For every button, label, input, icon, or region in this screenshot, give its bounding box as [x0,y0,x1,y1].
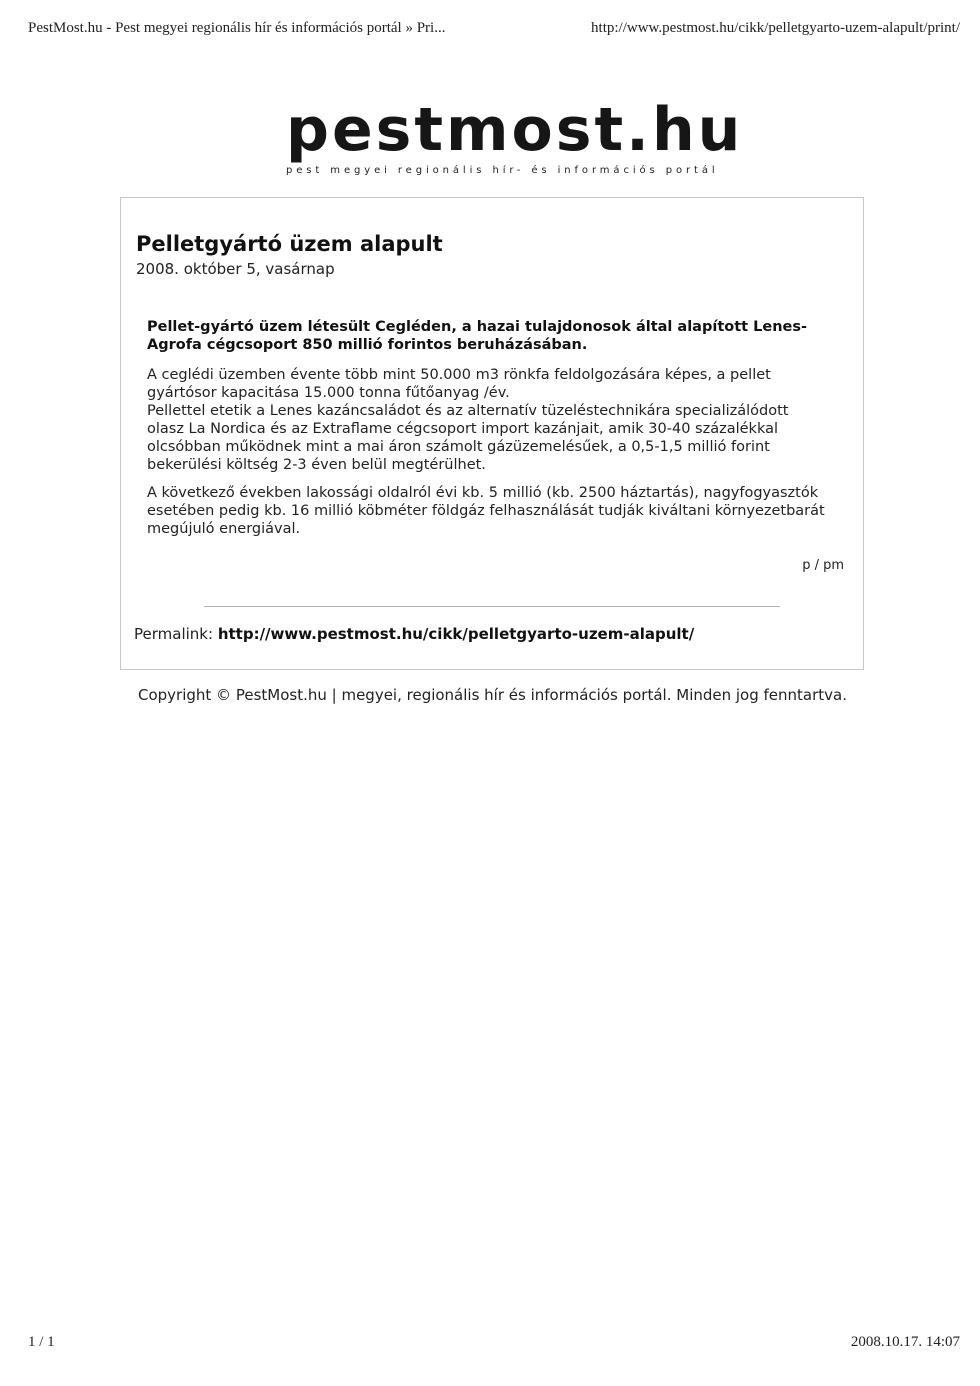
article-body [147,318,827,548]
article-date: 2008. október 5, vasárnap [136,260,335,278]
site-logo [286,95,744,176]
permalink-link[interactable]: http://www.pestmost.hu/cikk/pelletgyarto-uzem-alapult/ [217,625,695,643]
divider [204,606,780,607]
article-paragraph: A ceglédi üzemben évente több mint 50.000 m3 rönkfa feldolgozására képes, a pellet gyártósor kapacitása 15.000 tonna fűtőanyag /év. [147,367,771,401]
article-author: p / pm [802,558,844,573]
article-paragraph: A következő években lakossági oldalról évi kb. 5 millió (kb. 2500 háztartás), nagyfogyasztók esetében pedig kb. 16 millió köbméter földgáz felhasználását tudják kiváltani környezetbarát megújuló energiával. [147,485,825,537]
print-footer [28,1334,960,1356]
permalink [134,625,694,643]
logo-tld: hu [651,95,744,165]
logo-tagline: pest megyei regionális hír- és információs portál [286,165,719,176]
article-lead: Pellet-gyártó üzem létesült Cegléden, a hazai tulajdonosok által alapított Lenes-Agrofa cégcsoport 850 millió forintos beruházásában. [147,319,808,353]
print-datetime: 2008.10.17. 14:07 [850,1334,960,1350]
article-title: Pelletgyártó üzem alapult [136,232,443,256]
print-page-title: PestMost.hu - Pest megyei regionális hír és információs portál » Pri... [28,20,446,36]
print-header [28,20,960,42]
logo-wordmark [286,95,744,165]
article-paragraph: Pellettel etetik a Lenes kazáncsaládot és az alternatív tüzeléstechnikára specializálódott olasz La Nordica és az Extraflame cégcsoport import kazánjait, amik 30-40 százalékkal olcsóbban működnek mint a mai áron számolt gázüzemelésűek, a 0,5-1,5 millió forint bekerülési költség 2-3 éven belül megtérülhet. [147,403,789,473]
logo-dot: . [626,95,652,165]
print-page-url: http://www.pestmost.hu/cikk/pelletgyarto-uzem-alapult/print/ [591,20,960,36]
page-count: 1 / 1 [28,1334,55,1350]
logo-text: pestmost [286,95,627,165]
copyright-notice: Copyright © PestMost.hu | megyei, regionális hír és információs portál. Minden jog fenntartva. [138,686,848,704]
permalink-label: Permalink: [134,625,214,643]
